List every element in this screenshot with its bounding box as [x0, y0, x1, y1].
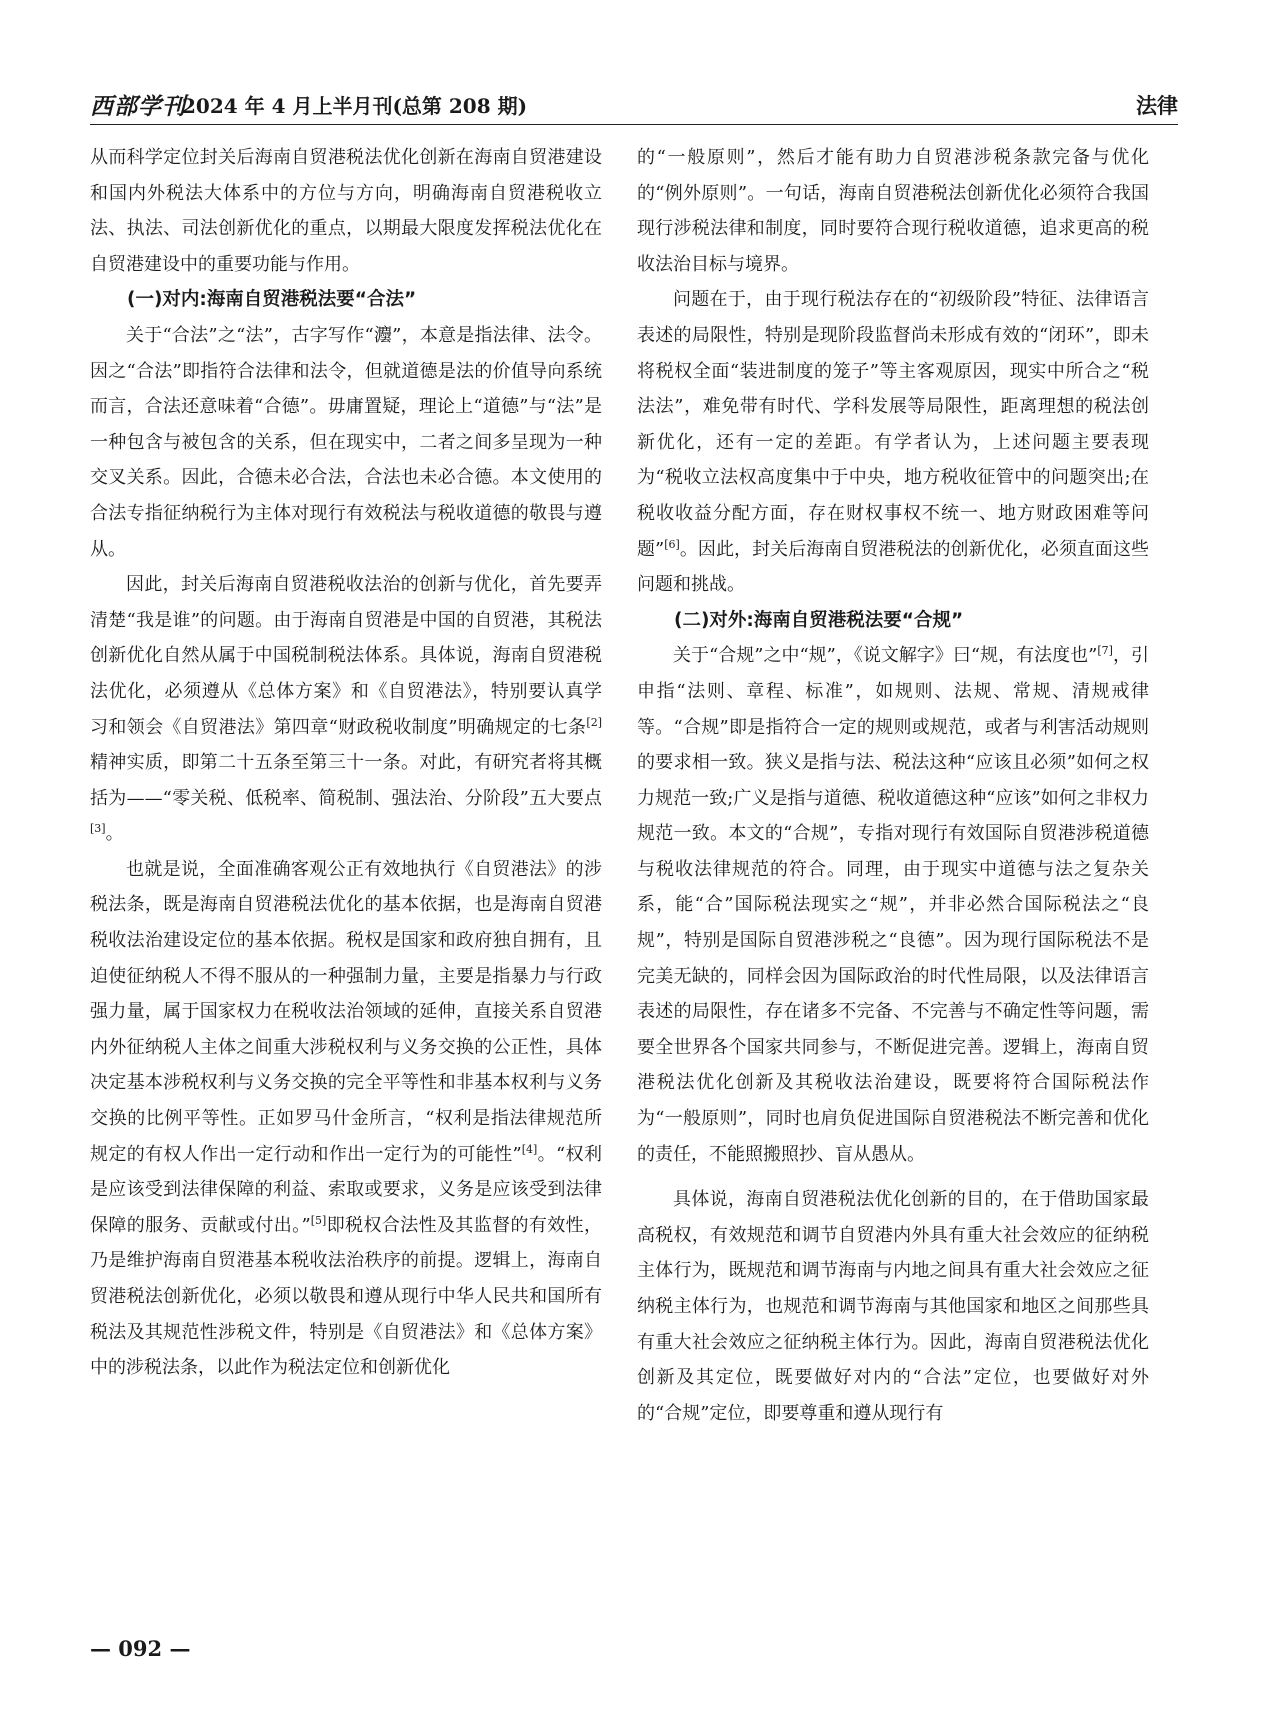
section-name: 法律 [1136, 94, 1178, 118]
section-heading: (二)对外:海南自贸港税法要“合规” [674, 609, 964, 631]
text-run: 也就是说，全面准确客观公正有效地执行《自贸港法》的涉税法条，既是海南自贸港税法优化的基本依据，也是海南自贸港税收法治建设定位的基本依据。税权是国家和政府独自拥有，且迫使征纳税人不得不服从的一种强制力量，主要是指暴力与行政强力量，属于国家权力在税收法治领域的延伸，直接关系自贸港内外征纳税人主体之间重大涉税权利与义务交换的公正性，具体决定基本涉税权利与义务交换的完全平等性和非基本权利与义务交换的比例平等性。正如罗马什金所言，“权利是指法律规范所规定的有权人作出一定行动和作出一定行为的可能性” [90, 858, 602, 1165]
paragraph: 关于“合法”之“法”，古字写作“灋”，本意是指法律、法令。因之“合法”即指符合法律和法令，但就道德是法的价值导向系统而言，合法还意味着“合德”。毋庸置疑，理论上“道德”与“法”是一种包含与被包含的关系，但在现实中，二者之间多呈现为一种交叉关系。因此，合德未必合法，合法也未必合德。本文使用的合法专指征纳税行为主体对现行有效税法与税收道德的敬畏与遵从。 [90, 324, 602, 560]
citation: [4] [521, 1142, 538, 1156]
right-column [637, 140, 1149, 1431]
citation: [6] [664, 537, 680, 551]
text-run: 。 [105, 823, 124, 845]
paragraph [90, 852, 602, 1386]
citation: [7] [1097, 644, 1113, 658]
text-run: 即税权合法性及其监督的有效性，乃是维护海南自贸港基本税收法治秩序的前提。逻辑上，海南自贸港税法创新优化，必须以敬畏和遵从现行中华人民共和国所有税法及其规范性涉税文件，特别是《自贸港法》和《总体方案》中的涉税法条，以此作为税法定位和创新优化 [90, 1214, 603, 1379]
text-run: 问题在于，由于现行税法存在的“初级阶段”特征、法律语言表述的局限性，特别是现阶段监督尚未形成有效的“闭环”，即未将税权全面“装进制度的笼子”等主客观原因，现实中所合之“税法法”，难免带有时代、学科发展等局限性，距离理想的税法创新优化，还有一定的差距。有学者认为，上述问题主要表现为“税收立法权高度集中于中央，地方税收征管中的问题突出;在税收收益分配方面，存在财权事权不统一、地方财政困难等问题” [637, 289, 1149, 560]
text-run: 。“权利是应该受到法律保障的利益、索取或要求，义务是应该受到法律保障的服务、贡献或付出。” [90, 1143, 602, 1236]
text-run: 因此，封关后海南自贸港税收法治的创新与优化，首先要弄清楚“我是谁”的问题。由于海南自贸港是中国的自贸港，其税法创新优化自然从属于中国税制税法体系。具体说，海南自贸港税法优化，必须遵从《总体方案》和《自贸港法》，特别要认真学习和领会《自贸港法》第四章“财政税收制度”明确规定的七条 [90, 574, 602, 738]
left-column [90, 140, 602, 1386]
issue-info: 2024 年 4 月上半月刊(总第 208 期) [182, 94, 528, 118]
paragraph [637, 638, 1149, 1172]
citation: [3] [90, 822, 106, 836]
paragraph [90, 567, 602, 852]
paragraph: 从而科学定位封关后海南自贸港税法优化创新在海南自贸港建设和国内外税法大体系中的方位与方向，明确海南自贸港税收立法、执法、司法创新优化的重点，以期最大限度发挥税法优化在自贸港建设中的重要功能与作用。 [90, 147, 602, 275]
text-run: 。因此，封关后海南自贸港税法的创新优化，必须直面这些问题和挑战。 [637, 538, 1149, 596]
citation: [5] [310, 1213, 327, 1227]
citation: [2] [586, 715, 602, 729]
running-header [90, 84, 1178, 125]
paragraph [637, 282, 1149, 602]
paragraph: 具体说，海南自贸港税法优化创新的目的，在于借助国家最高税权，有效规范和调节自贸港内外具有重大社会效应的征纳税主体行为，既规范和调节海南与内地之间具有重大社会效应之征纳税主体行为，也规范和调节海南与其他国家和地区之间那些具有重大社会效应之征纳税主体行为。因此，海南自贸港税法优化创新及其定位，既要做好对内的“合法”定位，也要做好对外的“合规”定位，即要尊重和遵从现行有 [637, 1189, 1149, 1424]
text-run: 关于“合规”之中“规”，《说文解字》曰“规，有法度也” [673, 645, 1098, 667]
section-heading: (一)对内:海南自贸港税法要“合法” [127, 289, 417, 311]
page-number: — 092 — [90, 1636, 191, 1661]
text-run: 精神实质，即第二十五条至第三十一条。对此，有研究者将其概括为——“零关税、低税率、简税制、强法治、分阶段”五大要点 [90, 752, 602, 809]
journal-logo: 西部学刊 [90, 93, 186, 120]
text-run: ，引申指“法则、章程、标准”，如规则、法规、常规、清规戒律等。“合规”即是指符合一定的规则或规范，或者与利害活动规则的要求相一致。狭义是指与法、税法这种“应该且必须”如何之权力规范一致;广义是指与道德、税收道德这种“应该”如何之非权力规范一致。本文的“合规”，专指对现行有效国际自贸港涉税道德与税收法律规范的符合。同理，由于现实中道德与法之复杂关系，能“合”国际税法现实之“规”，并非必然合国际税法之“良规”，特别是国际自贸港涉税之“良德”。因为现行国际税法不是完美无缺的，同样会因为国际政治的时代性局限，以及法律语言表述的局限性，存在诸多不完备、不完善与不确定性等问题，需要全世界各个国家共同参与，不断促进完善。逻辑上，海南自贸港税法优化创新及其税收法治建设，既要将符合国际税法作为“一般原则”，同时也肩负促进国际自贸港税法不断完善和优化的责任，不能照搬照抄、盲从愚从。 [637, 645, 1149, 1165]
paragraph: 的“一般原则”，然后才能有助力自贸港涉税条款完备与优化的“例外原则”。一句话，海南自贸港税法创新优化必须符合我国现行涉税法律和制度，同时要符合现行税收道德，追求更高的税收法治目标与境界。 [637, 147, 1149, 275]
